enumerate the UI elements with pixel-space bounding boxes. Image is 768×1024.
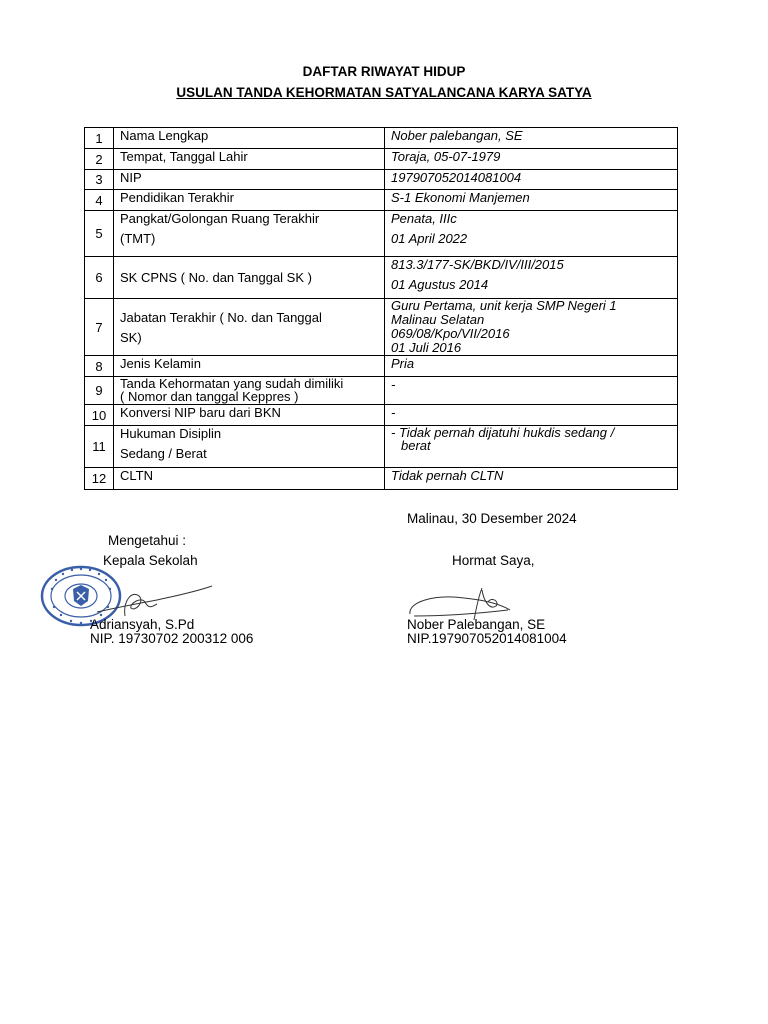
row-label-line: Tanda Kehormatan yang sudah dimiliki: [120, 376, 344, 391]
row-number: 9: [85, 377, 114, 405]
row-number: 4: [85, 190, 114, 211]
row-number: 3: [85, 170, 114, 190]
row-value-line: - Tidak pernah dijatuhi hukdis sedang /: [391, 425, 615, 440]
row-label-line: Pangkat/Golongan Ruang Terakhir: [120, 211, 320, 226]
row-value: S-1 Ekonomi Manjemen: [385, 190, 678, 211]
row-label: [114, 211, 385, 257]
left-signer-name: Adriansyah, S.Pd: [90, 617, 195, 632]
table-row: [85, 170, 678, 190]
row-value: Pria: [385, 356, 678, 377]
document-subtitle: USULAN TANDA KEHORMATAN SATYALANCANA KARYA SATYA: [176, 85, 592, 100]
row-value: [385, 426, 678, 468]
row-label: Pendidikan Terakhir: [114, 190, 385, 211]
row-number: 7: [85, 299, 114, 356]
row-value-line: 813.3/177-SK/BKD/IV/III/2015: [391, 257, 564, 272]
acknowledge-label: Mengetahui :: [108, 533, 187, 548]
row-label: Jenis Kelamin: [114, 356, 385, 377]
table-row: [85, 257, 678, 299]
row-label: NIP: [114, 170, 385, 190]
row-value-line: 01 April 2022: [391, 231, 468, 246]
row-value-line: 069/08/Kpo/VII/2016: [391, 326, 510, 341]
row-value: [385, 211, 678, 257]
row-number: 2: [85, 149, 114, 170]
row-value: Toraja, 05-07-1979: [385, 149, 678, 170]
right-signer-role: Hormat Saya,: [452, 553, 535, 568]
row-value: -: [385, 405, 678, 426]
row-label: Konversi NIP baru dari BKN: [114, 405, 385, 426]
table-row: [85, 190, 678, 211]
row-label-line: ( Nomor dan tanggal Keppres ): [120, 389, 299, 404]
document-title: DAFTAR RIWAYAT HIDUP: [302, 64, 466, 79]
table-row: [85, 468, 678, 490]
table-row: [85, 149, 678, 170]
row-label-line: SK): [120, 329, 142, 345]
row-value-line: berat: [401, 438, 431, 453]
row-number: 11: [85, 426, 114, 468]
place-date: Malinau, 30 Desember 2024: [407, 511, 577, 526]
table-row: [85, 405, 678, 426]
row-label: CLTN: [114, 468, 385, 490]
left-signer-nip: NIP. 19730702 200312 006: [90, 631, 254, 646]
row-number: 10: [85, 405, 114, 426]
table-row: [85, 211, 678, 257]
row-number: 5: [85, 211, 114, 257]
left-signature-icon: [95, 578, 215, 620]
row-number: 1: [85, 128, 114, 149]
row-number: 6: [85, 257, 114, 299]
row-value-line: 01 Agustus 2014: [391, 277, 489, 292]
row-value-line: Malinau Selatan: [391, 312, 485, 327]
right-signature-icon: [404, 580, 514, 622]
row-label: Nama Lengkap: [114, 128, 385, 149]
row-value: [385, 257, 678, 299]
row-value-line: Guru Pertama, unit kerja SMP Negeri 1: [391, 298, 617, 313]
row-label-line: Sedang / Berat: [120, 446, 207, 461]
row-label: [114, 377, 385, 405]
row-value: 197907052014081004: [385, 170, 678, 190]
row-value: -: [385, 377, 678, 405]
row-value-line: 01 Juli 2016: [391, 340, 462, 355]
row-label: Tempat, Tanggal Lahir: [114, 149, 385, 170]
table-row: [85, 426, 678, 468]
row-number: 8: [85, 356, 114, 377]
row-value-line: Penata, IIIc: [391, 211, 457, 226]
right-signer-nip: NIP.197907052014081004: [407, 631, 567, 646]
row-label: [114, 426, 385, 468]
right-signer-name: Nober Palebangan, SE: [407, 617, 546, 632]
row-number: 12: [85, 468, 114, 490]
table-row: [85, 377, 678, 405]
left-signer-role: Kepala Sekolah: [103, 553, 198, 568]
table-row: [85, 356, 678, 377]
table-row: [85, 299, 678, 356]
row-label-line: Jabatan Terakhir ( No. dan Tanggal: [120, 309, 322, 325]
row-value: Tidak pernah CLTN: [385, 468, 678, 490]
row-label-line: (TMT): [120, 231, 156, 246]
row-label: SK CPNS ( No. dan Tanggal SK ): [114, 257, 385, 299]
table-row: [85, 128, 678, 149]
row-label: [114, 299, 385, 356]
biodata-table: [84, 127, 678, 490]
row-value: Nober palebangan, SE: [385, 128, 678, 149]
row-value: [385, 299, 678, 356]
row-label-line: Hukuman Disiplin: [120, 426, 222, 441]
